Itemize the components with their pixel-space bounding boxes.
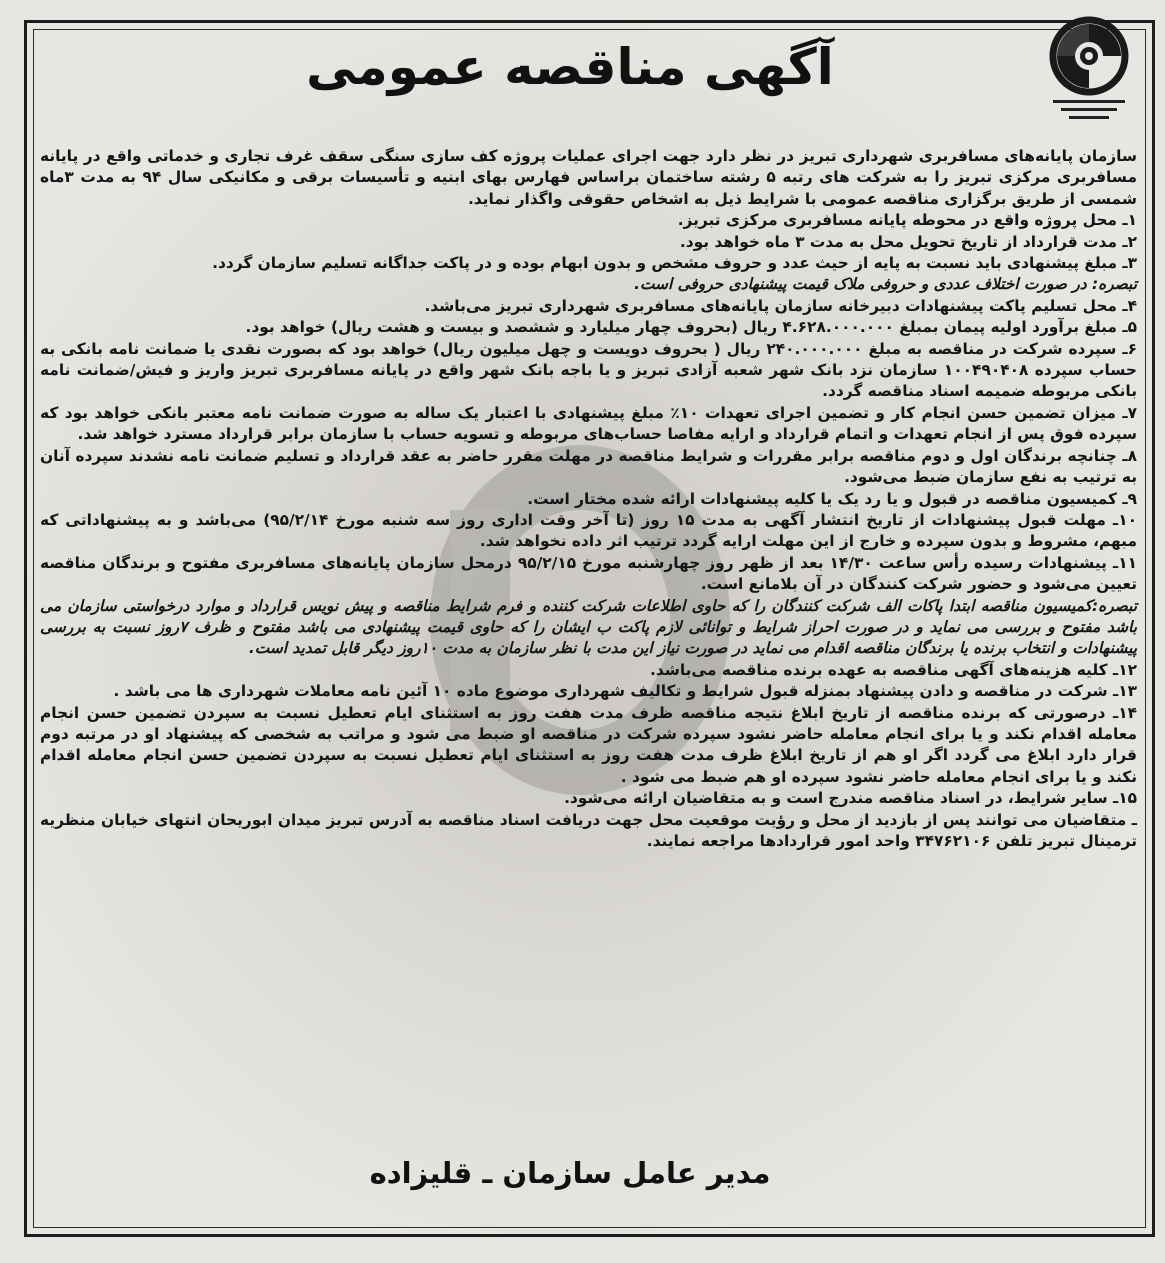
ad-body bbox=[40, 146, 1137, 852]
terminal-organization-logo-icon bbox=[1039, 14, 1139, 124]
clause-11: ۱۱ـ پیشنهادات رسیده رأس ساعت ۱۴/۳۰ بعد از ظهر روز چهارشنبه مورخ ۹۵/۲/۱۵ درمحل سازمان پایانه‌های مسافربری مفتوح و برندگان مناقصه تعیین می‌شود و حضور شرکت کنندگان در آن بلامانع است. bbox=[40, 553, 1137, 594]
clause-5: ۵ـ مبلغ برآورد اولیه پیمان بمبلغ ۴.۶۲۸.۰۰۰.۰۰۰ ریال (بحروف چهار میلیارد و ششصد و بیست و هشت ریال) خواهد بود. bbox=[245, 318, 1137, 337]
clause-6: ۶ـ سپرده شرکت در مناقصه به مبلغ ۲۴۰.۰۰۰.۰۰۰ ریال ( بحروف دویست و چهل میلیون ریال) خواهد بود که بصورت نقدی یا ضمانت نامه بانکی به حساب سپرده ۱۰۰۴۹۰۴۰۸ سازمان نزد بانک شهر شعبه آزادی تبریز و یا باجه بانک شهر واقع در پایانه مسافربری تبریز واریز و فیش/ضمانت نامه بانکی مربوطه ضمیمه اسناد مناقصه گردد. bbox=[40, 339, 1137, 401]
clause-4: ۴ـ محل تسلیم پاکت پیشنهادات دبیرخانه سازمان پایانه‌های مسافربری شهرداری تبریز می‌باشد. bbox=[424, 296, 1137, 315]
clause-8: ۸ـ چنانچه برندگان اول و دوم مناقصه برابر مقررات و شرایط مناقصه در مهلت مقرر حاضر به عقد قرارداد و تسلیم ضمانت نامه نشدند سپرده آنان به ترتیب به نفع سازمان ضبط می‌شود. bbox=[40, 446, 1137, 487]
clause-3: ۳ـ مبلغ پیشنهادی باید نسبت به پایه از حیث عدد و حروف مشخص و بدون ابهام بوده و در پاکت جداگانه تسلیم سازمان گردد. bbox=[212, 254, 1137, 273]
clause-7: ۷ـ میزان تضمین حسن انجام کار و تضمین اجرای تعهدات ۱۰٪ مبلغ پیشنهادی با اعتبار یک ساله به صورت ضمانت نامه معتبر بانکی خواهد بود که سپرده فوق پس از انجام تعهدات و اتمام قرارداد و ارایه مفاصا حساب‌های مربوطه و تسویه حساب با سازمان برابر قرارداد مسترد خواهد شد. bbox=[40, 403, 1137, 444]
ad-title: آگهی مناقصه عمومی bbox=[306, 38, 834, 96]
note-2: تبصره:کمیسیون مناقصه ابتدا پاکات الف شرکت کنندگان را که حاوی اطلاعات شرکت کننده و فرم شرایط مناقصه و پیش نویس قرارداد و موارد درخواستی سازمان می باشد مفتوح و بررسی می نماید و در صورت احراز شرایط و توانائی لازم پاکت ب ایشان را که حاوی قیمت پیشنهادی می باشد مفتوح و ظرف ۷روز نسبت به بررسی پیشنهادات و انتخاب برنده یا برندگان مناقصه اقدام می نماید در صورت نیاز این مدت با نظر سازمان به مدت ۱۰روز دیگر قابل تمدید است. bbox=[40, 596, 1138, 658]
note-1: تبصره: در صورت اختلاف عددی و حروفی ملاک قیمت پیشنهادی حروفی است. bbox=[634, 275, 1137, 294]
clause-1: ۱ـ محل پروژه واقع در محوطه پایانه مسافربری مرکزی تبریز. bbox=[677, 211, 1137, 230]
applicants-address-paragraph: ـ متقاضیان می توانند پس از بازدید از محل و رؤیت موقعیت محل جهت دریافت اسناد مناقصه به آدرس تبریز میدان ابوریحان انتهای خیابان منظریه ترمینال تبریز تلفن ۳۴۷۶۲۱۰۶ واحد امور قراردادها مراجعه نمایند. bbox=[40, 810, 1137, 850]
signature-line: مدیر عامل سازمان ـ قلیزاده bbox=[369, 1156, 771, 1190]
clause-2: ۲ـ مدت قرارداد از تاریخ تحویل محل به مدت ۳ ماه خواهد بود. bbox=[679, 232, 1137, 251]
clause-9: ۹ـ کمیسیون مناقصه در قبول و یا رد یک یا کلیه پیشنهادات ارائه شده مختار است. bbox=[527, 489, 1137, 508]
clause-14: ۱۴ـ درصورتی که برنده مناقصه از تاریخ ابلاغ نتیجه مناقصه ظرف مدت هفت روز به استثنای ایام تعطیل نسبت به سپردن تضمین حسن انجام معامله اقدام نکند و یا برای انجام معامله حاضر نشود سپرده شرکت در مناقصه او ضبط می شود و مراتب به شخصی که پیشنهاد او در مرتبه دوم قرار دارد ابلاغ می گردد اگر او هم از تاریخ ابلاغ ظرف مدت هفت روز به استثنای ایام تعطیل نسبت به سپردن تضمین حسن انجام معامله اقدام نکند و یا برای انجام معامله حاضر نشود سپرده او هم ضبط می شود . bbox=[40, 703, 1137, 786]
clause-13: ۱۳ـ شرکت در مناقصه و دادن پیشنهاد بمنزله قبول شرایط و تکالیف شهرداری موضوع ماده ۱۰ آئین نامه معاملات شهرداری ها می باشد . bbox=[113, 682, 1137, 701]
clause-10: ۱۰ـ مهلت قبول پیشنهادات از تاریخ انتشار آگهی به مدت ۱۵ روز (تا آخر وقت اداری روز سه شنبه مورخ ۹۵/۲/۱۴) می‌باشد و به پیشنهاداتی که مبهم، مشروط و بدون سپرده و خارج از این مهلت ارایه گردد ترتیب اثر داده نخواهد شد. bbox=[40, 510, 1137, 551]
clause-15: ۱۵ـ سایر شرایط، در اسناد مناقصه مندرج است و به متقاضیان ارائه می‌شود. bbox=[564, 789, 1137, 808]
clause-12: ۱۲ـ کلیه هزینه‌های آگهی مناقصه به عهده برنده مناقصه می‌باشد. bbox=[649, 660, 1137, 679]
intro-paragraph: سازمان پایانه‌های مسافربری شهرداری تبریز در نظر دارد جهت اجرای عملیات پروژه کف سازی سنگی سقف غرف تجاری و خدماتی واقع در پایانه مسافربری مرکزی تبریز را به شرکت های رتبه ۵ رشته ساختمان براساس فهارس بهای ابنیه و تأسیسات برقی و مکانیکی سال ۹۴ به مدت ۳ماه شمسی از طریق برگزاری مناقصه عمومی با شرایط ذیل به اشخاص حقوقی واگذار نماید. bbox=[40, 147, 1137, 208]
